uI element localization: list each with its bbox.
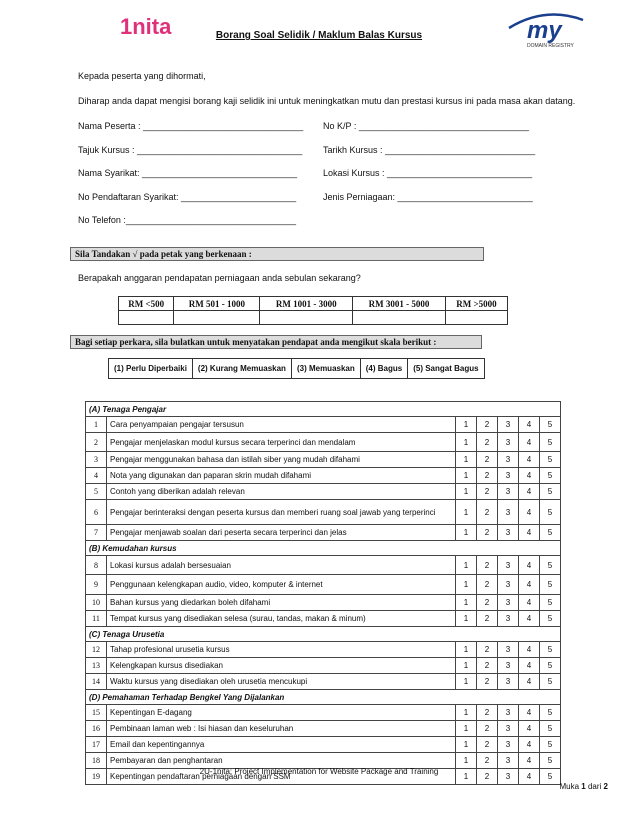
score-option[interactable]: 1 <box>456 753 477 769</box>
table-row <box>86 642 561 658</box>
item-number: 14 <box>86 674 107 690</box>
score-option[interactable]: 5 <box>540 452 561 468</box>
scale-item: (3) Memuaskan <box>291 359 360 379</box>
item-text: Pengajar menggunakan bahasa dan istilah siber yang mudah difahami <box>107 452 456 468</box>
score-option[interactable]: 3 <box>498 611 519 627</box>
score-option[interactable]: 1 <box>456 417 477 433</box>
tajuk-kursus-field[interactable]: Tajuk Kursus : _________________________________ <box>78 145 303 155</box>
svg-text:1nita: 1nita <box>120 14 172 39</box>
score-option[interactable]: 5 <box>540 433 561 452</box>
form-title: Borang Soal Selidik / Maklum Balas Kursus <box>215 30 423 41</box>
item-text: Contoh yang diberikan adalah relevan <box>107 484 456 500</box>
item-text: Kepentingan pendaftaran perniagaan dengan SSM <box>107 769 456 785</box>
item-number: 1 <box>86 417 107 433</box>
item-text: Email dan kepentingannya <box>107 737 456 753</box>
item-text: Pengajar menjelaskan modul kursus secara terperinci dan mendalam <box>107 433 456 452</box>
score-option[interactable]: 4 <box>519 484 540 500</box>
score-option[interactable]: 5 <box>540 500 561 525</box>
score-option[interactable]: 2 <box>477 674 498 690</box>
score-option[interactable]: 5 <box>540 674 561 690</box>
score-option[interactable]: 2 <box>477 417 498 433</box>
income-option: RM 1001 - 3000 <box>260 297 353 311</box>
score-option[interactable]: 1 <box>456 595 477 611</box>
page-number <box>559 782 608 791</box>
score-option[interactable]: 5 <box>540 753 561 769</box>
score-option[interactable]: 3 <box>498 484 519 500</box>
item-text: Penggunaan kelengkapan audio, video, komputer & internet <box>107 575 456 595</box>
score-option[interactable]: 2 <box>477 525 498 541</box>
scale-item: (5) Sangat Bagus <box>408 359 484 379</box>
section-title: (A) Tenaga Pengajar <box>86 402 561 417</box>
score-option[interactable]: 3 <box>498 500 519 525</box>
section-title: (D) Pemahaman Terhadap Bengkel Yang Dijalankan <box>86 690 561 705</box>
score-option[interactable]: 5 <box>540 658 561 674</box>
page-total: 2 <box>603 782 608 791</box>
score-option[interactable]: 2 <box>477 769 498 785</box>
score-option[interactable]: 1 <box>456 737 477 753</box>
score-option[interactable]: 4 <box>519 500 540 525</box>
score-option[interactable]: 1 <box>456 674 477 690</box>
table-row <box>86 468 561 484</box>
score-option[interactable]: 3 <box>498 642 519 658</box>
table-row <box>86 658 561 674</box>
income-checkbox[interactable] <box>445 311 507 325</box>
item-number: 15 <box>86 705 107 721</box>
item-number: 10 <box>86 595 107 611</box>
score-option[interactable]: 5 <box>540 737 561 753</box>
score-option[interactable]: 5 <box>540 642 561 658</box>
score-option[interactable]: 5 <box>540 417 561 433</box>
item-number: 19 <box>86 769 107 785</box>
table-row <box>86 500 561 525</box>
item-number: 17 <box>86 737 107 753</box>
score-option[interactable]: 5 <box>540 468 561 484</box>
table-row <box>86 595 561 611</box>
page-current: 1 <box>581 782 586 791</box>
section-header-row <box>86 690 561 705</box>
table-row <box>86 484 561 500</box>
item-text: Tahap profesional urusetia kursus <box>107 642 456 658</box>
score-option[interactable]: 5 <box>540 769 561 785</box>
score-option[interactable]: 2 <box>477 575 498 595</box>
item-text: Pengajar berinteraksi dengan peserta kursus dan memberi ruang soal jawab yang terperinci <box>107 500 456 525</box>
no-kp-field[interactable]: No K/P : __________________________________ <box>323 121 530 131</box>
income-option: RM >5000 <box>445 297 507 311</box>
income-checkbox[interactable] <box>260 311 353 325</box>
nama-syarikat-field[interactable]: Nama Syarikat: _______________________________ <box>78 168 298 178</box>
income-checkbox[interactable] <box>353 311 446 325</box>
item-text: Pengajar menjawab soalan dari peserta secara terperinci dan jelas <box>107 525 456 541</box>
item-text: Kelengkapan kursus disediakan <box>107 658 456 674</box>
score-option[interactable]: 1 <box>456 556 477 575</box>
score-option[interactable]: 4 <box>519 595 540 611</box>
item-text: Kepentingan E-dagang <box>107 705 456 721</box>
scale-legend <box>108 358 485 379</box>
table-row <box>86 417 561 433</box>
item-text: Tempat kursus yang disediakan selesa (surau, tandas, makan & minum) <box>107 611 456 627</box>
item-number: 18 <box>86 753 107 769</box>
score-option[interactable]: 1 <box>456 525 477 541</box>
footer-text: 2U-1nita: Project Implementation for Website Package and Training <box>199 767 439 776</box>
score-option[interactable]: 3 <box>498 753 519 769</box>
item-text: Bahan kursus yang diedarkan boleh difahami <box>107 595 456 611</box>
score-option[interactable]: 4 <box>519 433 540 452</box>
score-option[interactable]: 2 <box>477 484 498 500</box>
income-checkbox[interactable] <box>174 311 260 325</box>
score-option[interactable]: 5 <box>540 595 561 611</box>
score-option[interactable]: 1 <box>456 452 477 468</box>
page-prefix: Muka <box>559 782 580 791</box>
score-option[interactable]: 2 <box>477 737 498 753</box>
item-number: 2 <box>86 433 107 452</box>
score-option[interactable]: 2 <box>477 642 498 658</box>
score-option[interactable]: 2 <box>477 468 498 484</box>
score-option[interactable]: 3 <box>498 737 519 753</box>
table-row <box>86 737 561 753</box>
score-option[interactable]: 4 <box>519 705 540 721</box>
score-option[interactable]: 2 <box>477 721 498 737</box>
scale-instruction-box: Bagi setiap perkara, sila bulatkan untuk menyatakan pendapat anda mengikut skala berikut : <box>70 335 482 349</box>
income-option: RM 501 - 1000 <box>174 297 260 311</box>
item-number: 11 <box>86 611 107 627</box>
score-option[interactable]: 4 <box>519 674 540 690</box>
score-option[interactable]: 1 <box>456 575 477 595</box>
score-option[interactable]: 5 <box>540 556 561 575</box>
score-option[interactable]: 3 <box>498 525 519 541</box>
score-option[interactable]: 4 <box>519 468 540 484</box>
table-row <box>86 674 561 690</box>
tarikh-kursus-field[interactable]: Tarikh Kursus : ______________________________ <box>323 145 536 155</box>
score-option[interactable]: 2 <box>477 452 498 468</box>
table-row <box>86 452 561 468</box>
score-option[interactable]: 2 <box>477 705 498 721</box>
scale-item: (2) Kurang Memuaskan <box>192 359 291 379</box>
score-option[interactable]: 5 <box>540 705 561 721</box>
scale-item: (1) Perlu Diperbaiki <box>109 359 193 379</box>
item-number: 12 <box>86 642 107 658</box>
table-row <box>86 433 561 452</box>
score-option[interactable]: 3 <box>498 452 519 468</box>
score-option[interactable]: 1 <box>456 721 477 737</box>
score-option[interactable]: 4 <box>519 525 540 541</box>
score-option[interactable]: 3 <box>498 674 519 690</box>
svg-text:DOMAIN REGISTRY: DOMAIN REGISTRY <box>527 43 574 49</box>
score-option[interactable]: 2 <box>477 500 498 525</box>
lokasi-kursus-field[interactable]: Lokasi Kursus : _____________________________ <box>323 168 533 178</box>
score-option[interactable]: 5 <box>540 575 561 595</box>
section-header-row <box>86 627 561 642</box>
score-option[interactable]: 3 <box>498 721 519 737</box>
page-mid: dari <box>587 782 602 791</box>
jenis-perniagaan-field[interactable]: Jenis Perniagaan: ___________________________ <box>323 192 533 202</box>
greeting: Kepada peserta yang dihormati, <box>78 71 206 81</box>
table-row <box>86 525 561 541</box>
score-option[interactable]: 2 <box>477 658 498 674</box>
score-option[interactable]: 3 <box>498 658 519 674</box>
score-option[interactable]: 3 <box>498 417 519 433</box>
score-option[interactable]: 3 <box>498 769 519 785</box>
table-row <box>86 705 561 721</box>
item-text: Pembinaan laman web : Isi hiasan dan keseluruhan <box>107 721 456 737</box>
item-number: 16 <box>86 721 107 737</box>
income-checkbox[interactable] <box>119 311 174 325</box>
score-option[interactable]: 1 <box>456 433 477 452</box>
score-option[interactable]: 4 <box>519 452 540 468</box>
score-option[interactable]: 2 <box>477 433 498 452</box>
item-number: 3 <box>86 452 107 468</box>
score-option[interactable]: 4 <box>519 417 540 433</box>
section-title: (C) Tenaga Urusetia <box>86 627 561 642</box>
score-option[interactable]: 1 <box>456 769 477 785</box>
score-option[interactable]: 3 <box>498 595 519 611</box>
section-title: (B) Kemudahan kursus <box>86 541 561 556</box>
score-option[interactable]: 4 <box>519 575 540 595</box>
score-option[interactable]: 5 <box>540 611 561 627</box>
score-option[interactable]: 5 <box>540 525 561 541</box>
tick-instruction-box: Sila Tandakan √ pada petak yang berkenaan : <box>70 247 484 261</box>
item-text: Pembayaran dan penghantaran <box>107 753 456 769</box>
intro-message: Diharap anda dapat mengisi borang kaji selidik ini untuk meningkatkan mutu dan prestasi kursus ini pada masa akan datang. <box>78 96 576 106</box>
no-telefon-field[interactable]: No Telefon :__________________________________ <box>78 215 297 225</box>
table-row <box>86 575 561 595</box>
score-option[interactable]: 3 <box>498 705 519 721</box>
item-text: Waktu kursus yang disediakan oleh urusetia mencukupi <box>107 674 456 690</box>
score-option[interactable]: 1 <box>456 484 477 500</box>
score-option[interactable]: 1 <box>456 500 477 525</box>
item-number: 13 <box>86 658 107 674</box>
income-table <box>118 296 508 325</box>
score-option[interactable]: 3 <box>498 433 519 452</box>
item-number: 9 <box>86 575 107 595</box>
no-pendaftaran-field[interactable]: No Pendaftaran Syarikat: _______________________ <box>78 192 297 202</box>
income-option: RM <500 <box>119 297 174 311</box>
score-option[interactable]: 2 <box>477 595 498 611</box>
score-option[interactable]: 1 <box>456 658 477 674</box>
table-row <box>86 611 561 627</box>
score-option[interactable]: 5 <box>540 484 561 500</box>
score-option[interactable]: 4 <box>519 611 540 627</box>
score-option[interactable]: 4 <box>519 737 540 753</box>
score-option[interactable]: 4 <box>519 769 540 785</box>
scale-item: (4) Bagus <box>360 359 407 379</box>
score-option[interactable]: 4 <box>519 753 540 769</box>
score-option[interactable]: 1 <box>456 642 477 658</box>
score-option[interactable]: 4 <box>519 642 540 658</box>
item-number: 8 <box>86 556 107 575</box>
section-header-row <box>86 541 561 556</box>
item-text: Lokasi kursus adalah bersesuaian <box>107 556 456 575</box>
score-option[interactable]: 1 <box>456 705 477 721</box>
rating-table <box>85 401 561 785</box>
table-row <box>86 556 561 575</box>
score-option[interactable]: 1 <box>456 611 477 627</box>
income-option: RM 3001 - 5000 <box>353 297 446 311</box>
item-text: Nota yang digunakan dan paparan skrin mudah difahami <box>107 468 456 484</box>
item-text: Cara penyampaian pengajar tersusun <box>107 417 456 433</box>
score-option[interactable]: 2 <box>477 753 498 769</box>
score-option[interactable]: 1 <box>456 468 477 484</box>
score-option[interactable]: 2 <box>477 556 498 575</box>
score-option[interactable]: 4 <box>519 721 540 737</box>
score-option[interactable]: 5 <box>540 721 561 737</box>
item-number: 5 <box>86 484 107 500</box>
item-number: 4 <box>86 468 107 484</box>
item-number: 7 <box>86 525 107 541</box>
item-number: 6 <box>86 500 107 525</box>
svg-text:my: my <box>527 17 562 44</box>
score-option[interactable]: 4 <box>519 658 540 674</box>
nama-peserta-field[interactable]: Nama Peserta : ________________________________ <box>78 121 304 131</box>
section-header-row <box>86 402 561 417</box>
table-row <box>86 721 561 737</box>
score-option[interactable]: 4 <box>519 556 540 575</box>
score-option[interactable]: 2 <box>477 611 498 627</box>
score-option[interactable]: 3 <box>498 575 519 595</box>
score-option[interactable]: 3 <box>498 468 519 484</box>
score-option[interactable]: 3 <box>498 556 519 575</box>
income-question: Berapakah anggaran pendapatan perniagaan anda sebulan sekarang? <box>78 273 361 283</box>
